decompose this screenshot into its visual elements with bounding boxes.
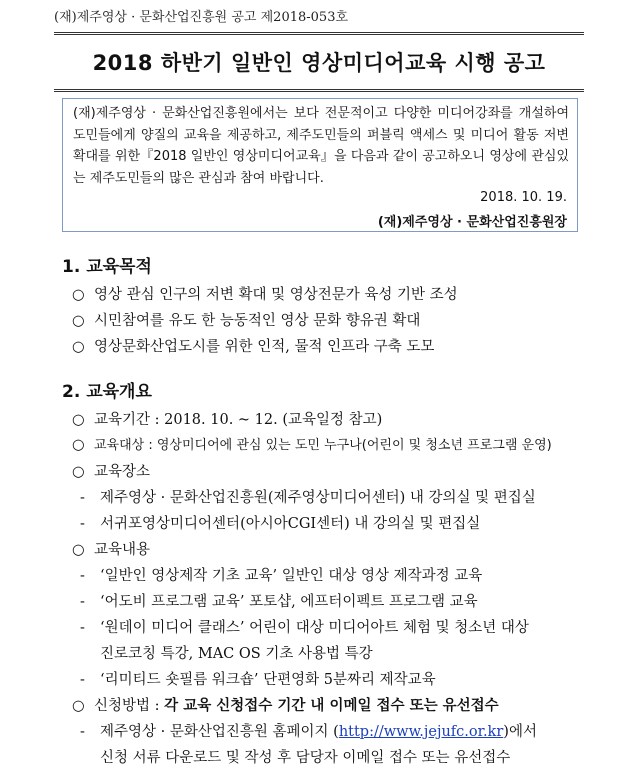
list-item: 진로코칭 특강, MAC OS 기초 사용법 특강 bbox=[100, 646, 373, 662]
dash-icon: - bbox=[80, 516, 85, 532]
intro-text: (재)제주영상 · 문화산업진흥원에서는 보다 전문적이고 다양한 미디어강좌를 개설하여 도민들에게 양질의 교육을 제공하고, 제주도민들의 퍼블릭 액세스 및 미디어 활동 저변확대를 위한『2018 일반인 영상미디어교육』을 다음과 같이 공고하오니 영상에 관심있는 제주도민들의 많은 관심과 참여 바랍니다. bbox=[73, 106, 569, 186]
homepage-link[interactable]: http://www.jejufc.or.kr bbox=[338, 724, 504, 740]
circle-bullet-icon: ○ bbox=[72, 698, 85, 714]
dash-icon: - bbox=[80, 724, 85, 740]
circle-bullet-icon: ○ bbox=[72, 464, 85, 480]
list-item: ○ 영상문화산업도시를 위한 인적, 물적 인프라 구축 도모 bbox=[72, 339, 435, 355]
page-title: 2018 하반기 일반인 영상미디어교육 시행 공고 bbox=[92, 51, 546, 75]
list-item: - ‘리미티드 숏필름 워크숍’ 단편영화 5분짜리 제작교육 bbox=[80, 672, 436, 688]
list-item: - 제주영상 · 문화산업진흥원 홈페이지 (http://www.jejufc.or.kr)에서 bbox=[80, 724, 537, 740]
dash-icon: - bbox=[80, 672, 85, 688]
list-item: - ‘어도비 프로그램 교육’ 포토샵, 에프터이펙트 프로그램 교육 bbox=[80, 594, 478, 610]
list-item: 신청 서류 다운로드 및 작성 후 담당자 이메일 접수 또는 유선접수 bbox=[100, 750, 511, 766]
circle-bullet-icon: ○ bbox=[72, 287, 85, 303]
list-item: ○ 교육내용 bbox=[72, 542, 151, 558]
list-item: ○ 교육대상 : 영상미디어에 관심 있는 도민 누구나(어린이 및 청소년 프로그램 운영) bbox=[72, 437, 552, 453]
notice-number: (재)제주영상 · 문화산업진흥원 공고 제2018-053호 bbox=[54, 10, 349, 25]
list-item: ○ 교육장소 bbox=[72, 464, 151, 480]
intro-date: 2018. 10. 19. bbox=[480, 190, 567, 205]
dash-icon: - bbox=[80, 594, 85, 610]
dash-icon: - bbox=[80, 490, 85, 506]
section1-heading: 1. 교육목적 bbox=[62, 257, 152, 277]
circle-bullet-icon: ○ bbox=[72, 339, 85, 355]
list-item: - 서귀포영상미디어센터(아시아CGI센터) 내 강의실 및 편집실 bbox=[80, 516, 481, 532]
list-item: ○ 영상 관심 인구의 저변 확대 및 영상전문가 육성 기반 조성 bbox=[72, 287, 458, 303]
circle-bullet-icon: ○ bbox=[72, 412, 85, 428]
dash-icon: - bbox=[80, 620, 85, 636]
section2-heading: 2. 교육개요 bbox=[62, 382, 152, 402]
list-item: ○ 교육기간 : 2018. 10. ~ 12. (교육일정 참고) bbox=[72, 412, 383, 428]
circle-bullet-icon: ○ bbox=[72, 542, 85, 558]
list-item: - ‘원데이 미디어 클래스’ 어린이 대상 미디어아트 체험 및 청소년 대상 bbox=[80, 620, 529, 636]
list-item: ○ 신청방법 : 각 교육 신청접수 기간 내 이메일 접수 또는 유선접수 bbox=[72, 697, 499, 714]
list-item: - ‘일반인 영상제작 기초 교육’ 일반인 대상 영상 제작과정 교육 bbox=[80, 568, 483, 584]
title-box bbox=[54, 32, 584, 92]
list-item: ○ 시민참여를 유도 한 능동적인 영상 문화 향유권 확대 bbox=[72, 313, 421, 329]
circle-bullet-icon: ○ bbox=[72, 313, 85, 329]
dash-icon: - bbox=[80, 568, 85, 584]
intro-signature: (재)제주영상 · 문화산업진흥원장 bbox=[377, 215, 567, 230]
intro-box bbox=[62, 98, 578, 232]
list-item: - 제주영상 · 문화산업진흥원(제주영상미디어센터) 내 강의실 및 편집실 bbox=[80, 490, 536, 506]
circle-bullet-icon: ○ bbox=[72, 437, 85, 453]
